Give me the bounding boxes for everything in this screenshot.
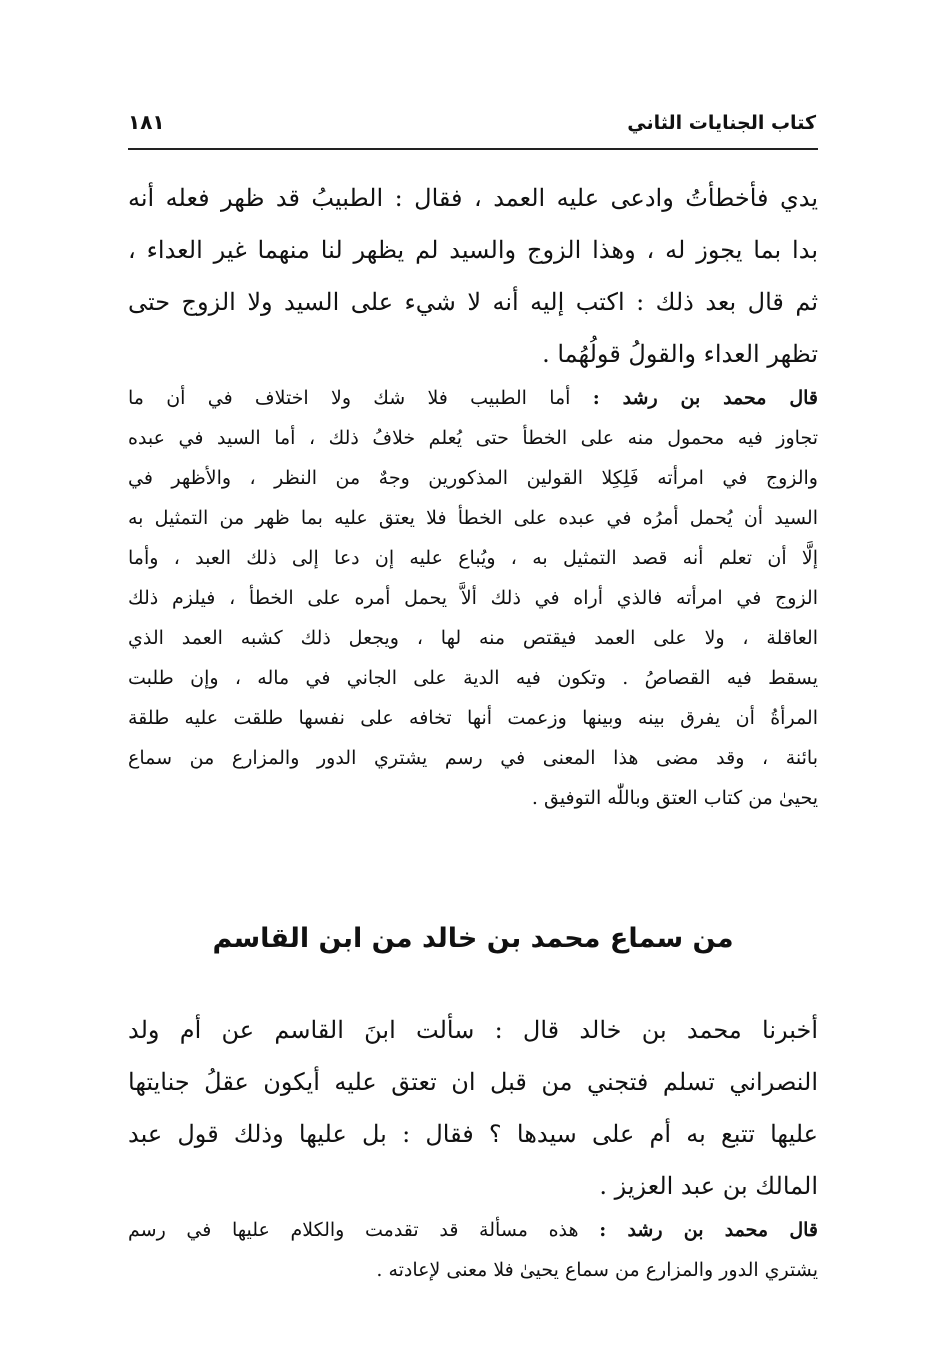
text-line: عليها تتبع به أم على سيدها ؟ فقال : بل عليها وذلك قول عبد (128, 1120, 818, 1148)
text-line (128, 1210, 818, 1250)
text-line: والزوج في امرأته فَلِكِلا القولين المذكورين وجهٌ من النظر ، والأظهر في (128, 467, 818, 489)
text-line: أخبرنا محمد بن خالد قال : سألت ابنَ القاسم عن أم ولد (128, 1016, 818, 1044)
commentary-lead: قال محمد بن رشد : (592, 387, 818, 409)
header-rule (128, 148, 818, 150)
text-line: يشتري الدور والمزارع من سماع يحيىٰ فلا معنى لإعادته . (376, 1259, 818, 1281)
text-line: إلَّا أن تعلم أنه قصد التمثيل به ، ويُباع عليه إن دعا إلى ذلك العبد ، وأما (128, 547, 818, 569)
text-line: المرأةُ أن يفرق بينه وبينها وزعمت أنها تخافه على نفسها طلقت عليه طلقة (128, 707, 818, 729)
header-title: كتاب الجنايات الثاني (627, 112, 816, 134)
page-number: ١٨١ (128, 110, 165, 134)
text-line: يسقط فيه القصاصُ . وتكون فيه الدية على الجاني في ماله ، وإن طلبت (128, 667, 818, 689)
paragraph-1 (128, 172, 818, 380)
text-line: يحيىٰ من كتاب العتق وباللّٰه التوفيق . (531, 787, 818, 809)
text-line: الزوج في امرأته فالذي أراه في ذلك ألاَّ يحمل أمره على الخطأ ، فيلزم ذلك (128, 587, 818, 609)
text-line: المالك بن عبد العزيز . (599, 1172, 818, 1200)
text-line: بدا بما يجوز له ، وهذا الزوج والسيد لم يظهر لنا منهما غير العداء ، (128, 236, 818, 264)
text-line: يدي فأخطأتُ وادعى عليه العمد ، فقال : الطبيبُ قد ظهر فعله أنه (128, 184, 818, 212)
commentary-text: أما الطبيب فلا شك ولا اختلاف في أن ما (128, 387, 571, 409)
text-line (128, 378, 818, 418)
text-line: تظهر العداء والقولُ قولُهُما . (542, 340, 818, 368)
running-header (128, 108, 816, 148)
text-line: ثم قال بعد ذلك : اكتب إليه أنه لا شيء على السيد ولا الزوج حتى (128, 288, 818, 316)
paragraph-4 (128, 1210, 818, 1290)
text-line: بائنة ، وقد مضى هذا المعنى في رسم يشتري الدور والمزارع من سماع (128, 747, 818, 769)
paragraph-3 (128, 1004, 818, 1212)
text-line: السيد أن يُحمل أمرُه في عبده على الخطأ فلا يعتق عليه بما ظهر من التمثيل به (128, 507, 818, 529)
text-line: تجاوز فيه محمول منه على الخطأ حتى يُعلم خلافُ ذلك ، أما السيد في عبده (128, 427, 818, 449)
text-line: النصراني تسلم فتجني من قبل ان تعتق عليه أيكون عقلُ جنايتها (128, 1068, 818, 1096)
commentary-text: هذه مسألة قد تقدمت والكلام عليها في رسم (128, 1219, 579, 1241)
paragraph-2 (128, 378, 818, 818)
commentary-lead: قال محمد بن رشد : (599, 1219, 818, 1241)
section-heading: من سماع محمد بن خالد من ابن القاسم (212, 923, 734, 954)
text-line: العاقلة ، ولا على العمد فيقتص منه لها ، ويجعل ذلك كشبه العمد الذي (128, 627, 818, 649)
